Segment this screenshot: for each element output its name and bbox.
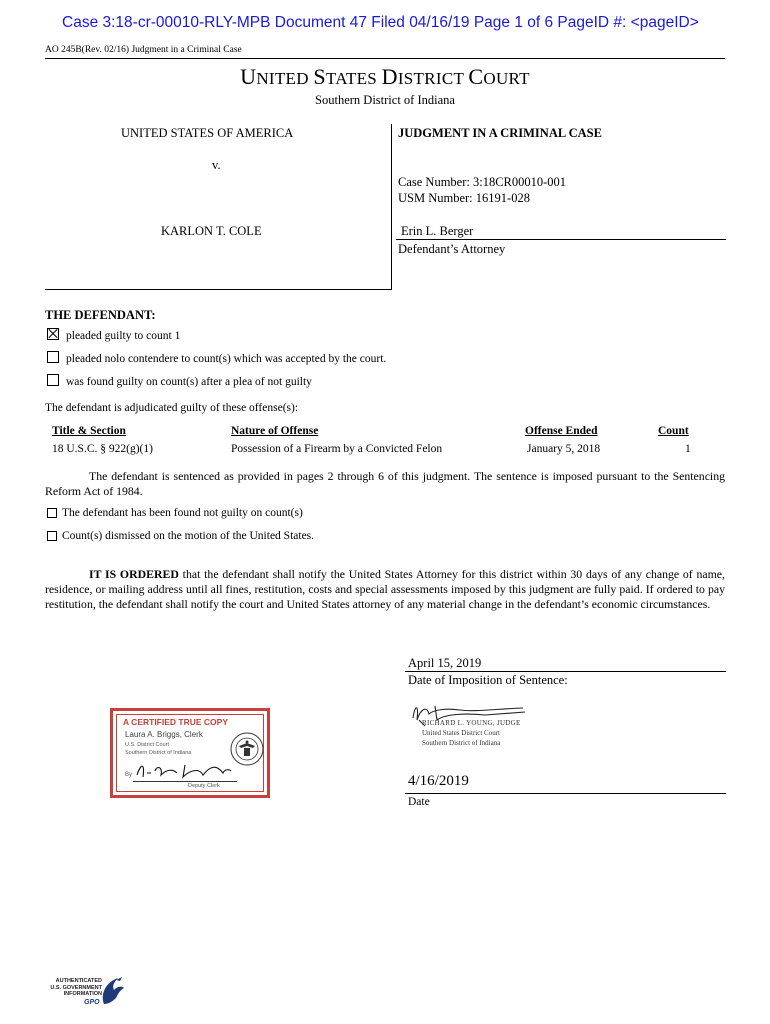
defendant-name: KARLON T. COLE	[161, 224, 262, 238]
judge-court: United States District Court	[422, 729, 500, 737]
stamp-role: Deputy Clerk	[188, 783, 220, 789]
stamp-signature-rule	[133, 781, 237, 782]
stamp-title: A CERTIFIED TRUE COPY	[123, 717, 228, 727]
order-lead: IT IS ORDERED	[89, 567, 179, 581]
col-title-section: Title & Section	[52, 425, 126, 437]
defendant-heading: THE DEFENDANT:	[45, 308, 156, 322]
imposition-rule	[405, 671, 726, 672]
stamp-clerk: Laura A. Briggs, Clerk	[125, 730, 203, 739]
signed-label: Date	[408, 796, 430, 808]
not-guilty-checkbox	[47, 508, 57, 518]
adjudicated-text: The defendant is adjudicated guilty of these offense(s):	[45, 402, 299, 414]
caption-divider	[391, 124, 392, 289]
plea-guilty-label: pleaded guilty to count 1	[66, 330, 181, 342]
caption-bottom-rule	[45, 289, 392, 290]
attorney-name: Erin L. Berger	[401, 224, 474, 238]
plaintiff-name: UNITED STATES OF AMERICA	[121, 126, 294, 140]
col-offense-ended: Offense Ended	[525, 425, 598, 437]
stamp-court-line: U.S. District Court	[125, 742, 170, 748]
not-guilty-label: The defendant has been found not guilty on count(s)	[62, 507, 303, 519]
stamp-district-line: Southern District of Indiana	[125, 750, 192, 756]
found-guilty-checkbox	[47, 374, 59, 386]
plea-nolo-checkbox	[47, 351, 59, 363]
plea-nolo-label: pleaded nolo contendere to count(s) which was accepted by the court.	[66, 353, 387, 365]
dismissed-checkbox	[47, 531, 57, 541]
attorney-rule	[396, 239, 726, 240]
court-title: UNITED STATES DISTRICT COURT	[240, 64, 530, 89]
district-name: Southern District of Indiana	[315, 93, 455, 107]
col-nature: Nature of Offense	[231, 425, 319, 437]
court-seal-icon	[229, 731, 265, 767]
certified-copy-stamp	[110, 708, 270, 798]
dismissed-label: Count(s) dismissed on the motion of the United States.	[62, 530, 315, 542]
table-cell-count: 1	[685, 443, 691, 455]
sentence-paragraph: The defendant is sentenced as provided in pages 2 through 6 of this judgment. The sentence is imposed pursuant to the Sentencing Reform Act of 1984.	[45, 469, 725, 498]
case-number: Case Number: 3:18CR00010-001	[398, 175, 567, 189]
gpo-badge-text: AUTHENTICATED U.S. GOVERNMENT INFORMATION	[50, 978, 102, 997]
deputy-signature	[133, 759, 233, 781]
judgment-title: JUDGMENT IN A CRIMINAL CASE	[398, 126, 602, 140]
judge-name: RICHARD L. YOUNG, JUDGE	[422, 719, 521, 727]
eagle-icon	[98, 974, 128, 1010]
imposition-label: Date of Imposition of Sentence:	[408, 673, 568, 687]
plea-guilty-checkbox	[47, 328, 59, 340]
judge-district: Southern District of Indiana	[422, 739, 501, 747]
imposition-date: April 15, 2019	[408, 656, 482, 670]
gpo-mark: GPO	[84, 999, 100, 1006]
signed-rule	[405, 793, 726, 794]
form-number: AO 245B(Rev. 02/16) Judgment in a Criminal Case	[45, 45, 242, 55]
found-guilty-label: was found guilty on count(s) after a plea of not guilty	[66, 376, 312, 388]
table-cell-title-section: 18 U.S.C. § 922(g)(1)	[52, 443, 153, 455]
case-header-stamp: Case 3:18-cr-00010-RLY-MPB Document 47 Filed 04/16/19 Page 1 of 6 PageID #: <pageID>	[62, 14, 699, 31]
table-cell-offense-ended: January 5, 2018	[527, 443, 601, 455]
usm-number: USM Number: 16191-028	[398, 191, 530, 205]
col-count: Count	[658, 425, 689, 437]
versus-label: v.	[212, 158, 221, 172]
attorney-label: Defendant’s Attorney	[398, 242, 506, 256]
stamp-by-label: By	[125, 772, 133, 778]
header-rule	[45, 58, 725, 59]
signed-date: 4/16/2019	[408, 773, 469, 789]
order-paragraph: IT IS ORDERED that the defendant shall notify the United States Attorney for this district within 30 days of any change of name, residence, or mailing address until all fines, restitution, costs and special assessments imposed by this judgment are fully paid. If ordered to pay restitution, the defendant shall notify the court and United States attorney of any material change in the defendant’s economic circumstances.	[45, 567, 725, 611]
table-cell-nature: Possession of a Firearm by a Convicted Felon	[231, 443, 443, 455]
